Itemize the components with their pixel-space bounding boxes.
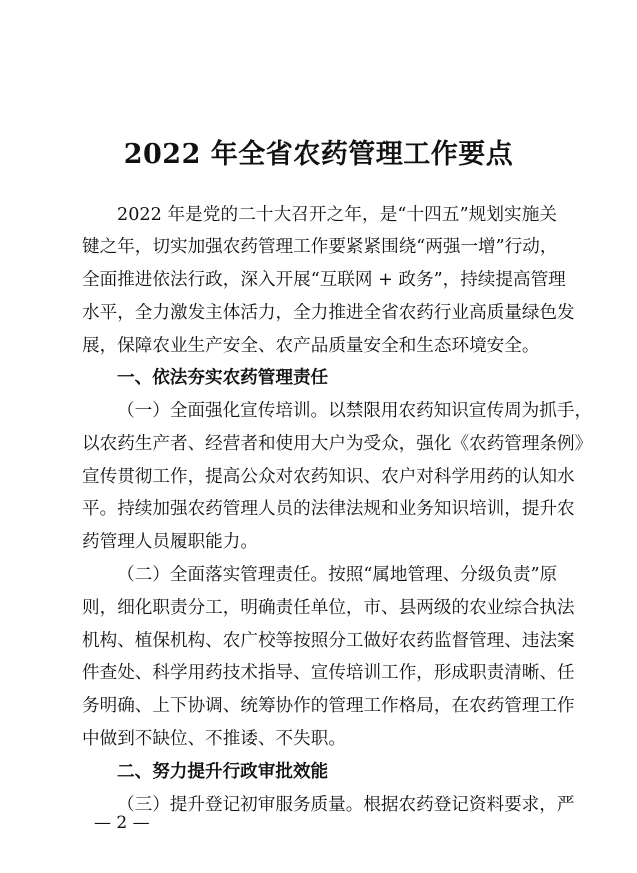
item1-line-5: 药管理人员履职能力。 <box>82 532 258 552</box>
item2-line-3: 机构、植保机构、农广校等按照分工做好农药监督管理、违法案 <box>82 631 575 651</box>
section-heading-2: 二、努力提升行政审批效能 <box>117 762 329 782</box>
intro-line-1: 2022 年是党的二十大召开之年，是“十四五”规划实施关 <box>117 205 557 225</box>
intro-line-4: 水平，全力激发主体活力，全力推进全省农药行业高质量绿色发 <box>82 303 575 323</box>
intro-line-5: 展，保障农业生产安全、农产品质量安全和生态环境安全。 <box>82 336 540 356</box>
section-heading-1: 一、依法夯实农药管理责任 <box>117 368 329 388</box>
item1-line-2: 以农药生产者、经营者和使用大户为受众，强化《农药管理条例》 <box>82 434 593 454</box>
document-title: 2022 年全省农药管理工作要点 <box>123 139 514 170</box>
page-number: — 2 — <box>94 813 150 833</box>
item3-line-1: （三）提升登记初审服务质量。根据农药登记资料要求，严 <box>117 795 575 815</box>
item2-line-1: （二）全面落实管理责任。按照“属地管理、分级负责”原 <box>117 565 558 585</box>
item1-line-4: 平。持续加强农药管理人员的法律法规和业务知识培训，提升农 <box>82 499 575 519</box>
item2-line-6: 中做到不缺位、不推诿、不失职。 <box>82 729 346 749</box>
intro-line-2: 键之年，切实加强农药管理工作要紧紧围绕“两强一增”行动， <box>82 237 558 257</box>
item2-line-5: 务明确、上下协调、统筹协作的管理工作格局，在农药管理工作 <box>82 696 575 716</box>
item1-line-1: （一）全面强化宣传培训。以禁限用农药知识宣传周为抓手， <box>117 401 593 421</box>
intro-line-3: 全面推进依法行政，深入开展“互联网 + 政务”，持续提高管理 <box>82 270 566 290</box>
item2-line-2: 则，细化职责分工，明确责任单位，市、县两级的农业综合执法 <box>82 598 575 618</box>
item2-line-4: 件查处、科学用药技术指导、宣传培训工作，形成职责清晰、任 <box>82 663 575 683</box>
item1-line-3: 宣传贯彻工作，提高公众对农药知识、农户对科学用药的认知水 <box>82 467 575 487</box>
